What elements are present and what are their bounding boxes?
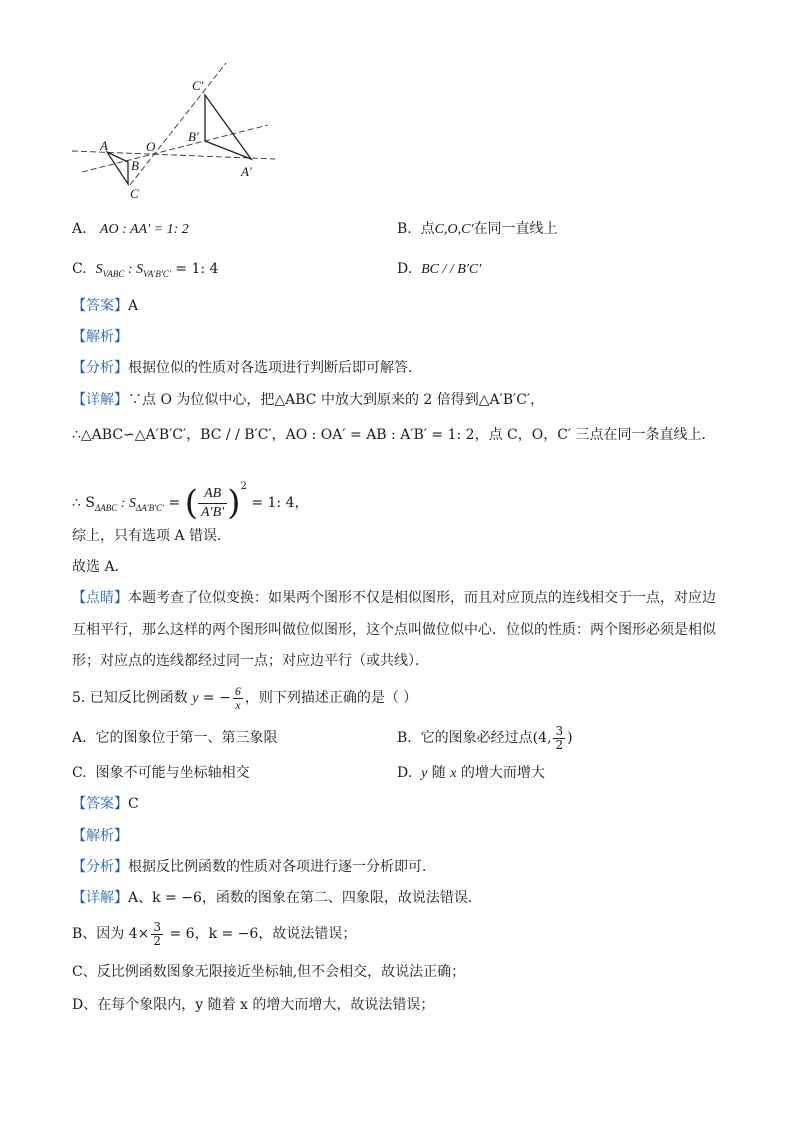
q4-option-b-label: B.: [397, 221, 412, 237]
q5-option-d-label: D.: [397, 765, 413, 781]
q5-analysis-tag: 【解析】: [72, 828, 128, 844]
q5-option-a: [72, 728, 277, 748]
q4-choose-text: 故选 A．: [72, 559, 129, 575]
q4-option-c-sub1: VABC: [102, 268, 125, 279]
q4-option-c-mid: : S: [124, 262, 144, 277]
q4-option-a-label: A.: [72, 221, 87, 237]
triangle-abc: [107, 152, 128, 184]
q5-option-a-text: 它的图象位于第一、第三象限: [95, 730, 278, 746]
homothety-figure: [60, 55, 290, 205]
label-o: O: [146, 139, 156, 154]
q5-stem: [72, 680, 417, 717]
q5-detail-2-num: 3: [153, 919, 162, 934]
q5-option-a-label: A.: [72, 730, 87, 746]
q5-stem-fraction: [233, 685, 243, 712]
q5-stem-post: ，则下列描述正确的是（ ）: [244, 690, 418, 706]
q4-detail-3-exp: 2: [240, 481, 247, 492]
triangle-a2b2c2: [205, 95, 251, 159]
label-c: C: [130, 186, 139, 201]
q4-option-d: [397, 259, 481, 280]
q4-option-b-pre: 点: [420, 221, 435, 237]
q5-stem-pre: 5. 已知反比例函数: [72, 690, 193, 706]
q5-fenxi-tag: 【分析】: [72, 859, 128, 875]
q5-option-d-mid: 随: [427, 765, 451, 781]
label-a: A: [100, 138, 108, 153]
q4-choose: [72, 557, 129, 577]
q5-option-d: [397, 763, 545, 784]
q5-detail-1-text: A、k = −6，函数的图象在第二、四象限，故说法错误．: [128, 890, 482, 906]
q4-answer: [72, 296, 138, 316]
q5-option-b-pre: 它的图象必经过点: [420, 730, 533, 746]
q4-option-a-text: AO : AA′ = 1: 2: [99, 222, 189, 237]
q4-detail-3-fraction: [198, 485, 227, 522]
q5-option-b: [397, 722, 573, 754]
q4-option-c-label: C.: [72, 261, 87, 277]
q4-summary: [72, 526, 231, 546]
q5-fenxi-text: 根据反比例函数的性质对各项进行逐一分析即可．: [128, 859, 436, 875]
q4-detail-3-eq: =: [164, 495, 185, 511]
q4-detail-3-pre: ∴ S: [72, 495, 95, 511]
q5-analysis: [72, 826, 128, 846]
q5-option-d-x: x: [450, 766, 457, 781]
q4-answer-tag: 【答案】: [72, 298, 128, 314]
q5-option-c: [72, 763, 250, 783]
q5-option-b-fraction: [553, 725, 565, 752]
q5-detail-2-den: 2: [153, 933, 162, 948]
q4-fenxi-text: 根据位似的性质对各选项进行判断后即可解答．: [128, 360, 422, 376]
q5-answer: [72, 794, 139, 814]
q4-option-b-post: 在同一直线上: [473, 221, 558, 237]
q4-comment-2-text: 互相平行，那么这样的两个图形叫做位似图形，这个点叫做位似中心．位似的性质：两个图形必须是相似: [72, 622, 716, 638]
q5-detail-2-post: = 6，k = −6，故说法错误；: [165, 926, 357, 942]
q4-comment-1-text: 本题考查了位似变换：如果两个图形不仅是相似图形，而且对应顶点的连线相交于一点，对应边: [128, 590, 716, 606]
q5-detail-2-pre: B、因为 4×: [72, 926, 150, 942]
q4-option-c-sub2: VA′B′C′: [143, 268, 171, 279]
q5-detail-4: [72, 995, 434, 1015]
q5-fenxi: [72, 857, 436, 877]
q5-detail-3-text: C、反比例函数图象无限接近坐标轴,但不会相交，故说法正确；: [72, 964, 466, 980]
q4-analysis-tag: 【解析】: [72, 329, 128, 345]
q4-option-c-s1: S: [95, 262, 103, 277]
label-a-prime: A′: [241, 164, 252, 179]
q4-detail-3: ∴ $S_{\Delta ABC}$ : $S_{\Delta A'B'C'}$ = ( $\frac{AB}{A'B'}$ )$^2$ = 1: 4，: [72, 481, 309, 523]
q4-comment-1: [72, 588, 716, 608]
q4-detail-3-sub2: ΔA′B′C′: [135, 502, 165, 513]
q5-option-d-y: y: [421, 766, 428, 781]
q4-option-c-post: = 1: 4: [170, 261, 219, 277]
q5-stem-num: 6: [234, 683, 241, 698]
q4-detail-3-den: A′B′: [201, 504, 225, 520]
q4-detail-3-post: = 1: 4，: [246, 495, 309, 511]
q5-option-c-label: C.: [72, 765, 87, 781]
q5-detail-2: [72, 918, 356, 950]
q4-detail-1: [72, 390, 544, 410]
q4-detail-3-mid: : S: [117, 496, 136, 511]
q4-detail-2-text: ∴△ABC∽△A′B′C′，BC / / B′C′，AO : OA′ = AB : A′B′ = 1: 2，点 C，O，C′ 三点在同一条直线上．: [72, 427, 716, 443]
q4-comment-2: [72, 620, 716, 640]
q4-detail-1-text: ∵点 O 为位似中心，把△ABC 中放大到原来的 2 倍得到△A′B′C′，: [128, 392, 545, 408]
q5-stem-den: x: [235, 697, 241, 712]
q5-answer-tag: 【答案】: [72, 796, 128, 812]
dashed-line-cc: [130, 63, 226, 185]
q4-fenxi: [72, 358, 422, 378]
q4-summary-text: 综上，只有选项 A 错误．: [72, 528, 232, 544]
q5-option-b-num: 3: [555, 723, 564, 738]
q5-detail-tag: 【详解】: [72, 890, 128, 906]
q5-stem-eq: = −: [198, 690, 231, 706]
q5-option-c-text: 图象不可能与坐标轴相交: [95, 765, 250, 781]
q5-detail-4-text: D、在每个象限内，y 随着 x 的增大而增大，故说法错误；: [72, 997, 435, 1013]
q5-option-b-point-pre: (4,: [532, 730, 552, 746]
q4-option-d-label: D.: [397, 261, 413, 277]
q4-detail-3-sub1: ΔABC: [94, 502, 118, 513]
q5-detail-3: [72, 962, 465, 982]
q4-comment-3: [72, 651, 429, 671]
q5-detail-1: [72, 888, 482, 908]
q5-option-d-post: 的增大而增大: [456, 765, 545, 781]
q4-fenxi-tag: 【分析】: [72, 360, 128, 376]
q4-comment-3-text: 形；对应点的连线都经过同一点；对应边平行（或共线）．: [72, 653, 429, 669]
q4-option-b: [397, 219, 558, 240]
q4-comment-tag: 【点睛】: [72, 590, 128, 606]
q4-option-a: [72, 219, 189, 240]
q4-option-c: [72, 259, 218, 284]
q4-analysis: [72, 327, 128, 347]
q5-option-b-point-post: ): [567, 730, 573, 746]
q4-answer-value: A: [128, 298, 139, 314]
q5-option-b-den: 2: [555, 737, 564, 752]
label-b: B: [131, 158, 139, 173]
q5-answer-value: C: [128, 796, 139, 812]
q4-detail-2: [72, 425, 716, 445]
q5-option-b-label: B.: [397, 730, 412, 746]
q4-detail-tag: 【详解】: [72, 392, 128, 408]
q4-option-d-text: BC / / B′C′: [421, 262, 482, 277]
label-b-prime: B′: [188, 129, 199, 144]
q4-option-b-math: C,O,C′: [434, 222, 474, 237]
label-c-prime: C′: [192, 78, 204, 93]
q4-detail-3-num: AB: [198, 485, 227, 504]
q5-detail-2-fraction: [151, 921, 163, 948]
q5-stem-y: y: [192, 691, 199, 706]
